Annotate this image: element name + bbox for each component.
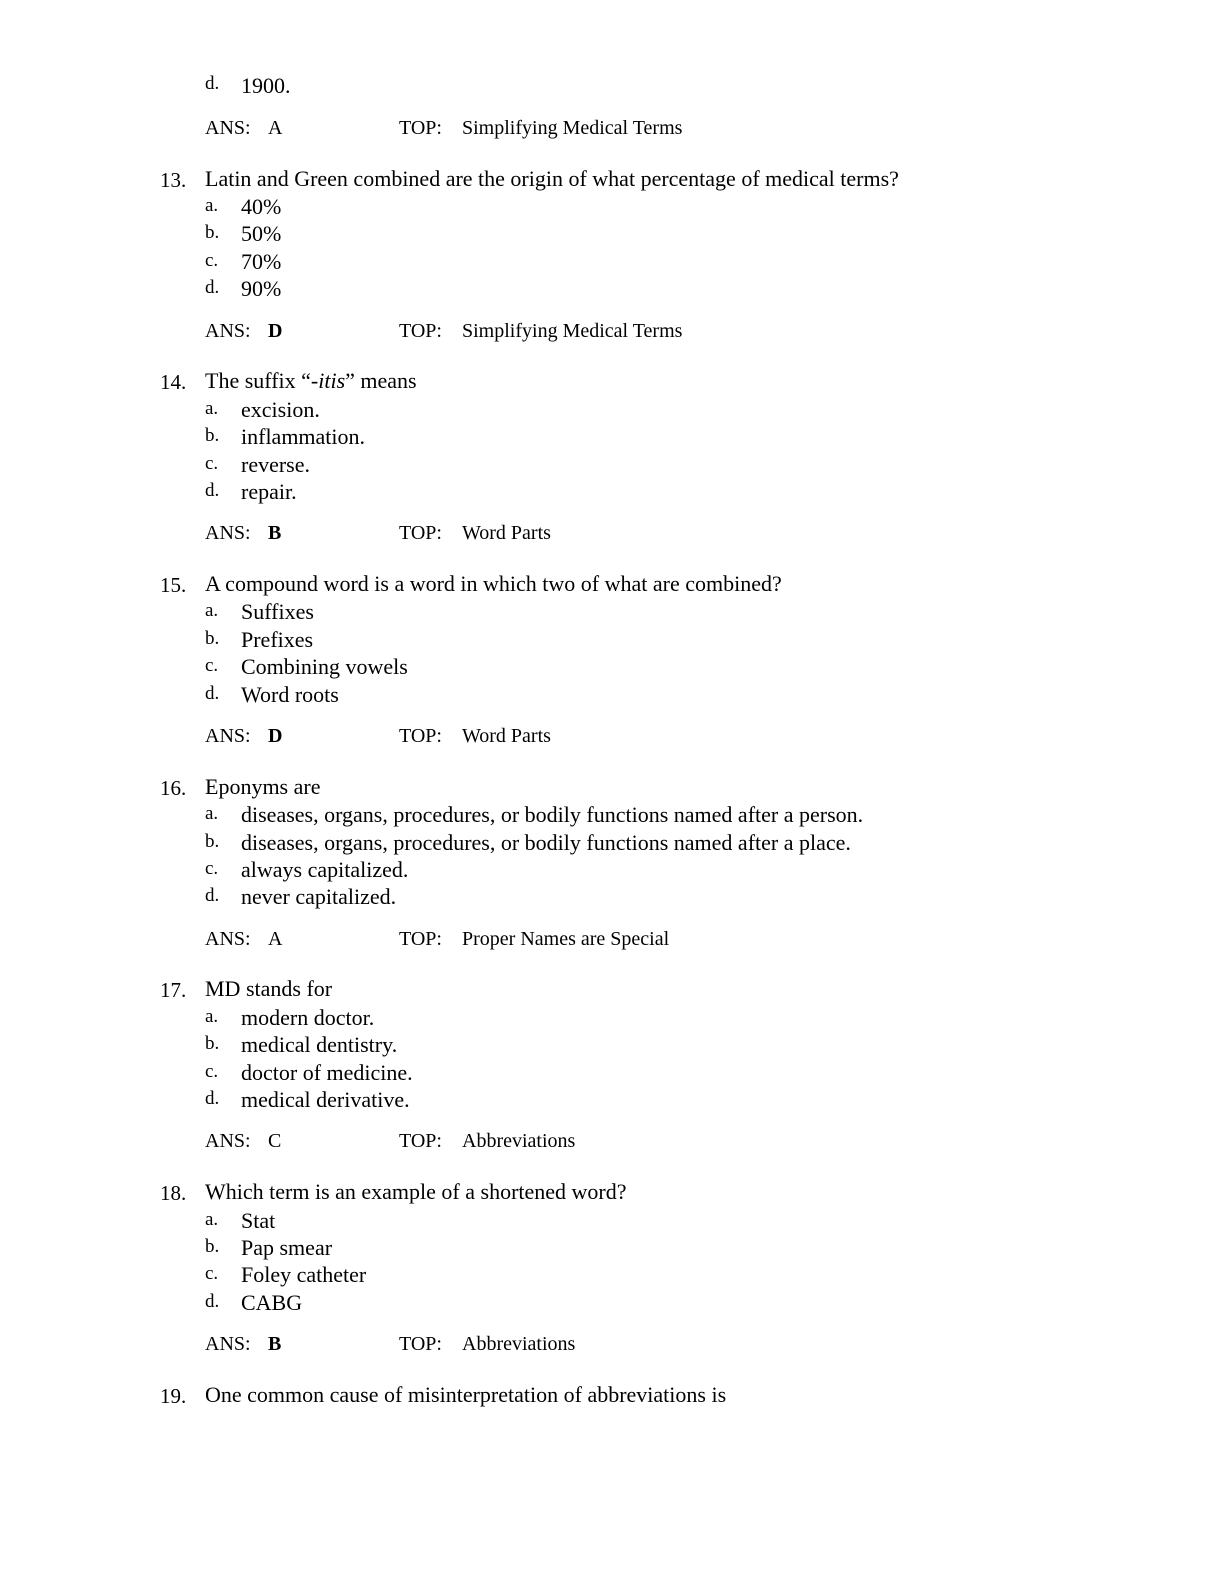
option-text: 50% xyxy=(241,221,282,246)
question-stem xyxy=(205,368,417,394)
question-stem: Eponyms are xyxy=(205,774,321,799)
suffix-term: -itis xyxy=(310,368,346,393)
question-number: 13. xyxy=(160,168,187,192)
option-text: 1900. xyxy=(241,73,291,98)
question-number: 16. xyxy=(160,776,187,800)
option-text: 90% xyxy=(241,276,282,301)
option-text: Prefixes xyxy=(241,627,314,652)
option-letter: d. xyxy=(205,1291,220,1312)
question-stem-post: ” means xyxy=(345,368,417,393)
topic-value: Abbreviations xyxy=(462,1130,576,1152)
answer-value: D xyxy=(268,320,283,342)
option-letter: a. xyxy=(205,1209,219,1230)
question-number: 19. xyxy=(160,1384,187,1408)
question-number: 15. xyxy=(160,573,187,597)
option-text: Word roots xyxy=(241,682,339,707)
option-letter: d. xyxy=(205,277,220,298)
option-text: medical derivative. xyxy=(241,1087,410,1112)
option-text: doctor of medicine. xyxy=(241,1060,413,1085)
option-letter: c. xyxy=(205,655,219,676)
answer-label: ANS: xyxy=(205,117,251,139)
option-letter: b. xyxy=(205,425,220,446)
topic-value: Simplifying Medical Terms xyxy=(462,320,683,342)
option-letter: d. xyxy=(205,480,220,501)
option-text: reverse. xyxy=(241,452,311,477)
topic-label: TOP: xyxy=(399,725,442,747)
option-letter: d. xyxy=(205,1088,220,1109)
question-stem: Latin and Green combined are the origin of what percentage of medical terms? xyxy=(205,166,899,191)
option-text: Foley catheter xyxy=(241,1262,367,1287)
option-letter: c. xyxy=(205,858,219,879)
option-text: Pap smear xyxy=(241,1235,333,1260)
answer-value: B xyxy=(268,522,282,544)
option-text: diseases, organs, procedures, or bodily functions named after a place. xyxy=(241,830,851,855)
option-text: 70% xyxy=(241,249,282,274)
question-number: 14. xyxy=(160,370,187,394)
option-text: never capitalized. xyxy=(241,884,397,909)
topic-value: Proper Names are Special xyxy=(462,928,670,950)
option-letter: b. xyxy=(205,831,220,852)
topic-label: TOP: xyxy=(399,522,442,544)
topic-value: Word Parts xyxy=(462,725,551,747)
question-stem: Which term is an example of a shortened word? xyxy=(205,1179,627,1204)
answer-value: C xyxy=(268,1130,282,1152)
option-text: medical dentistry. xyxy=(241,1032,398,1057)
answer-label: ANS: xyxy=(205,928,251,950)
option-letter: a. xyxy=(205,195,219,216)
option-letter: b. xyxy=(205,222,220,243)
answer-label: ANS: xyxy=(205,1130,251,1152)
option-text: repair. xyxy=(241,479,297,504)
option-text: Combining vowels xyxy=(241,654,408,679)
option-text: Suffixes xyxy=(241,599,314,624)
answer-label: ANS: xyxy=(205,522,251,544)
option-text: excision. xyxy=(241,397,320,422)
topic-label: TOP: xyxy=(399,117,442,139)
option-letter: d. xyxy=(205,73,220,94)
option-letter: b. xyxy=(205,1033,220,1054)
answer-label: ANS: xyxy=(205,320,251,342)
answer-value: B xyxy=(268,1333,282,1355)
option-letter: a. xyxy=(205,600,219,621)
topic-label: TOP: xyxy=(399,320,442,342)
question-stem: One common cause of misinterpretation of abbreviations is xyxy=(205,1382,727,1407)
option-letter: d. xyxy=(205,683,220,704)
option-letter: c. xyxy=(205,250,219,271)
answer-value: D xyxy=(268,725,283,747)
answer-value: A xyxy=(268,928,283,950)
option-letter: a. xyxy=(205,398,219,419)
option-letter: a. xyxy=(205,803,219,824)
question-stem-pre: The suffix “ xyxy=(205,368,311,393)
option-letter: c. xyxy=(205,1061,219,1082)
question-stem: A compound word is a word in which two of what are combined? xyxy=(205,571,782,596)
topic-label: TOP: xyxy=(399,1130,442,1152)
question-stem: MD stands for xyxy=(205,976,333,1001)
option-text: inflammation. xyxy=(241,424,366,449)
option-text: always capitalized. xyxy=(241,857,409,882)
topic-value: Abbreviations xyxy=(462,1333,576,1355)
option-letter: c. xyxy=(205,453,219,474)
option-text: modern doctor. xyxy=(241,1005,375,1030)
option-text: diseases, organs, procedures, or bodily functions named after a person. xyxy=(241,802,864,827)
topic-label: TOP: xyxy=(399,1333,442,1355)
answer-label: ANS: xyxy=(205,725,251,747)
option-letter: c. xyxy=(205,1263,219,1284)
topic-value: Word Parts xyxy=(462,522,551,544)
question-number: 18. xyxy=(160,1181,187,1205)
option-text: 40% xyxy=(241,194,282,219)
topic-value: Simplifying Medical Terms xyxy=(462,117,683,139)
answer-value: A xyxy=(268,117,283,139)
option-letter: b. xyxy=(205,1236,220,1257)
question-number: 17. xyxy=(160,978,187,1002)
option-letter: a. xyxy=(205,1006,219,1027)
option-letter: d. xyxy=(205,885,220,906)
topic-label: TOP: xyxy=(399,928,442,950)
option-text: CABG xyxy=(241,1290,303,1315)
option-letter: b. xyxy=(205,628,220,649)
option-text: Stat xyxy=(241,1208,276,1233)
answer-label: ANS: xyxy=(205,1333,251,1355)
